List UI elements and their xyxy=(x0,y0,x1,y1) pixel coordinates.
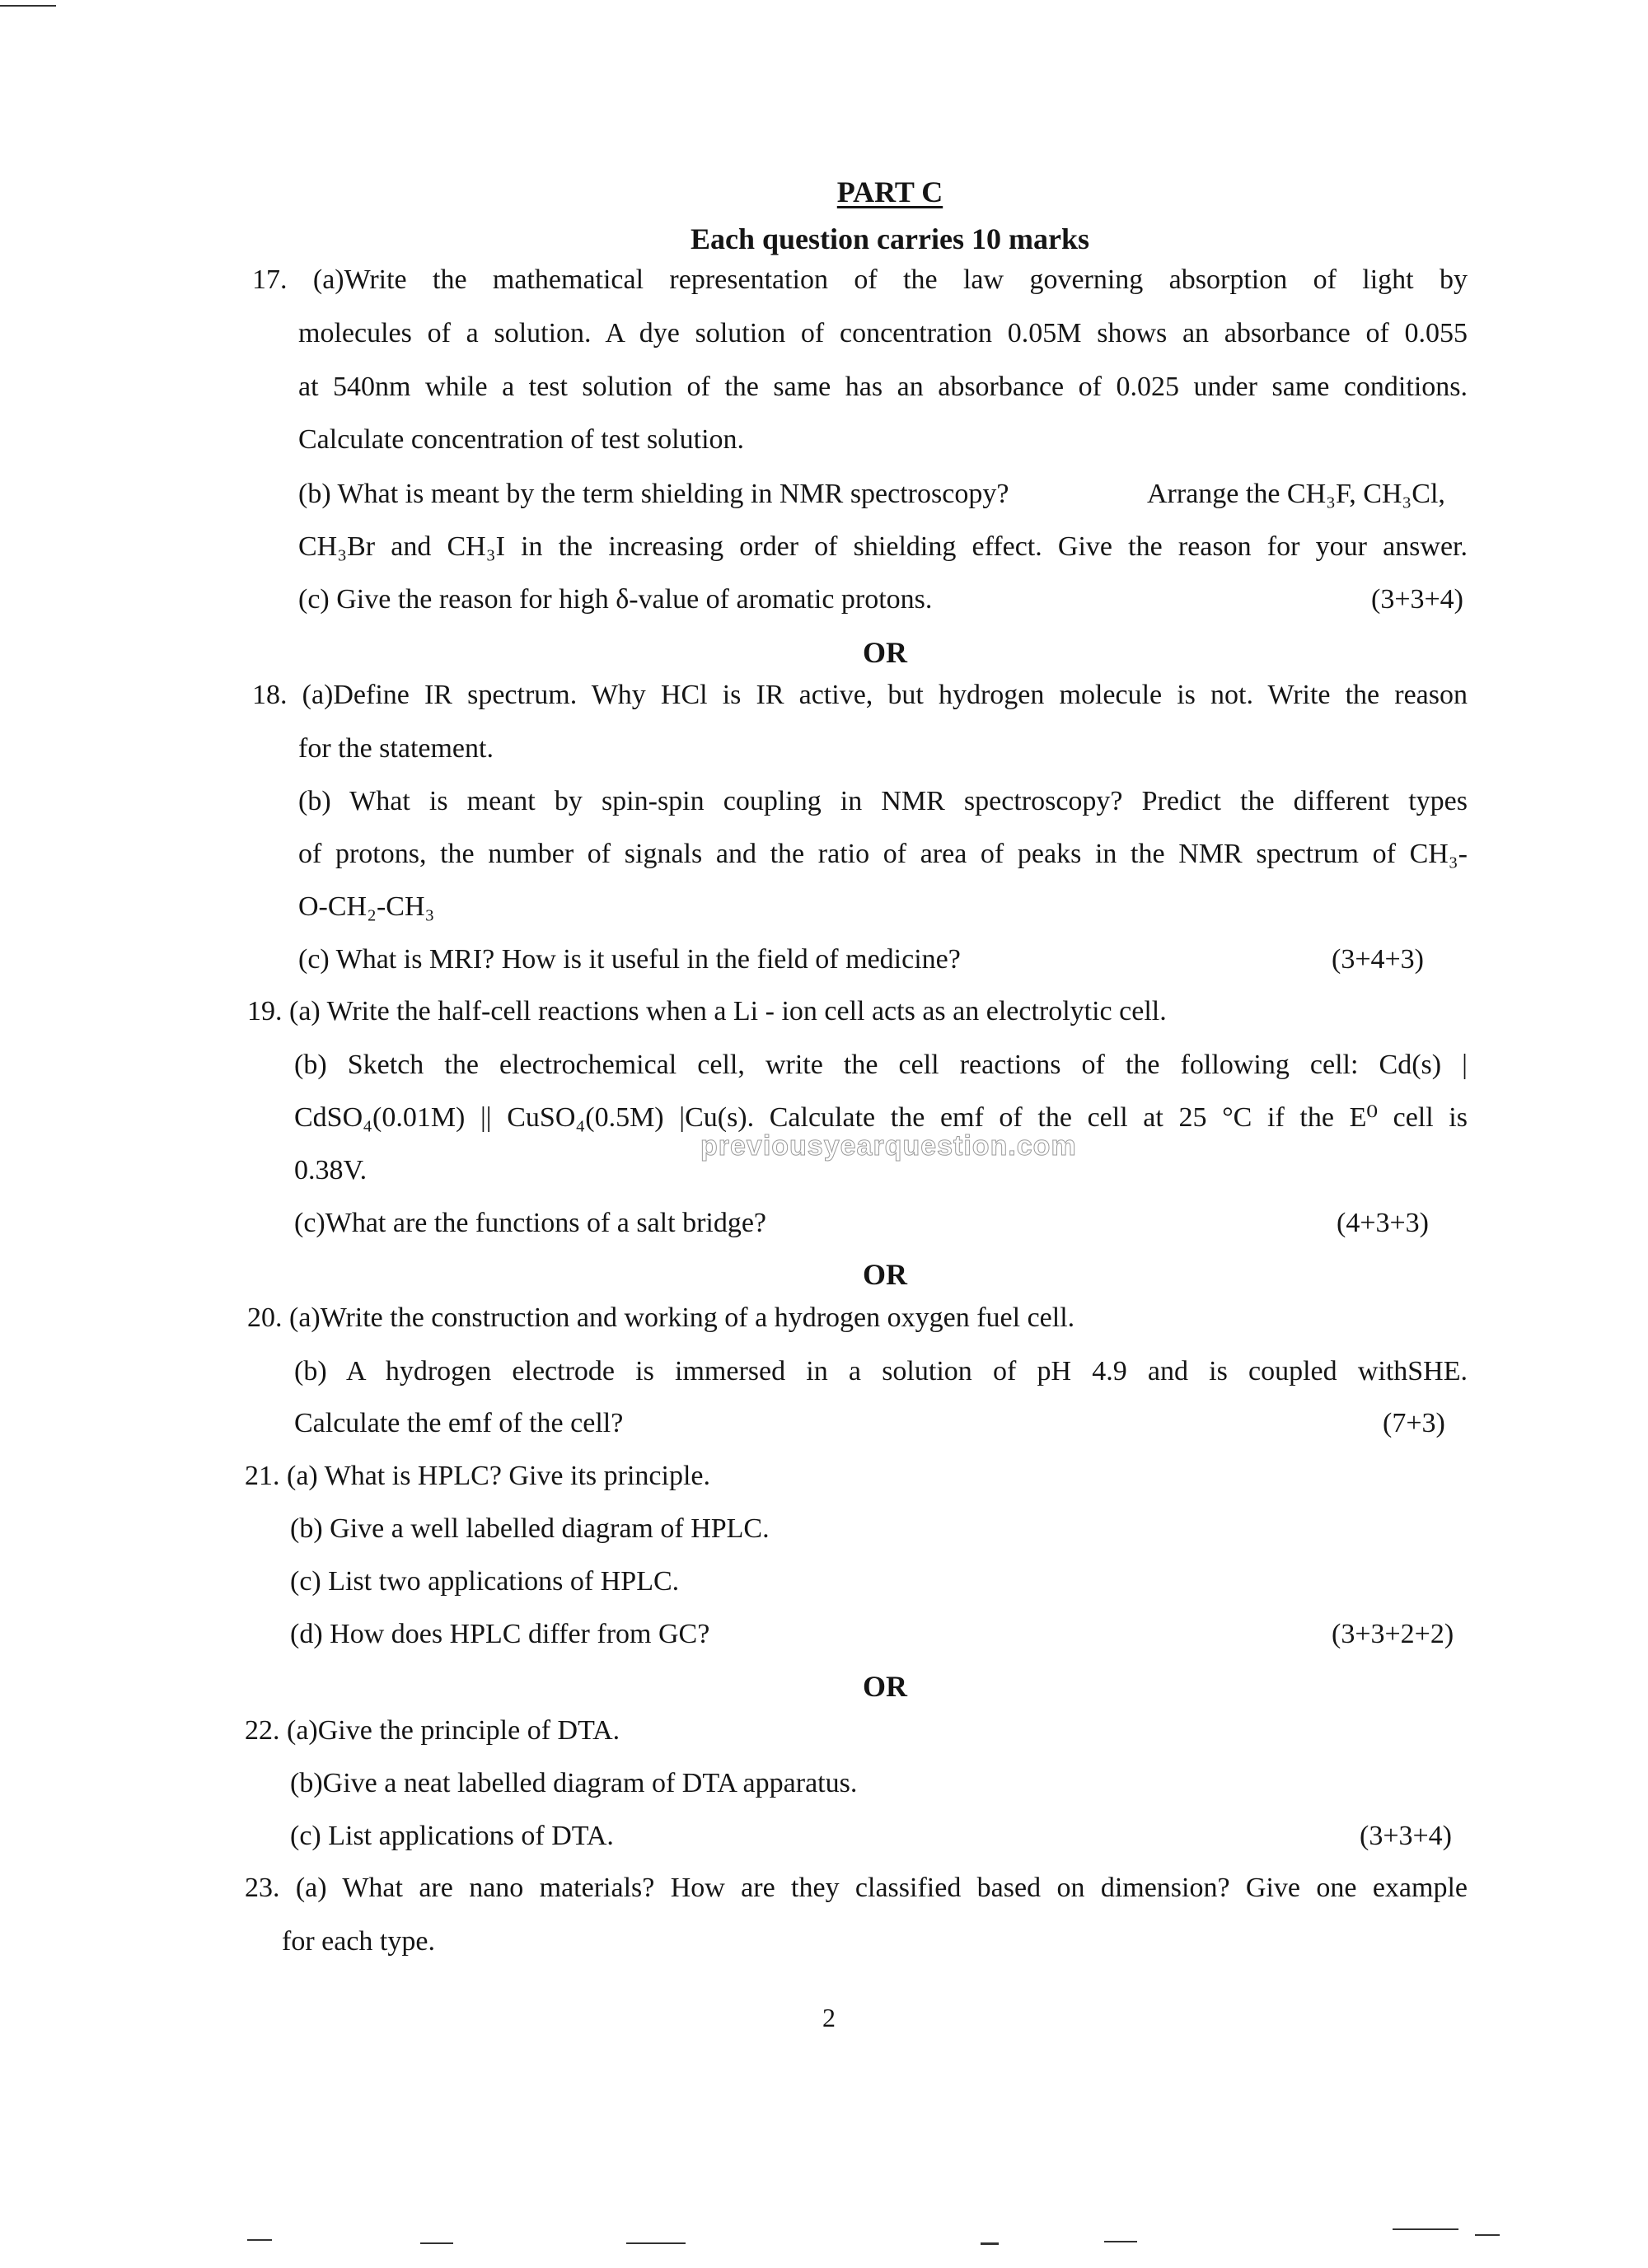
q20-marks: (7+3) xyxy=(1383,1408,1445,1438)
marks-subtitle: Each question carries 10 marks xyxy=(691,222,1089,255)
q19-b-line-2: CdSO₄(0.01M) || CuSO₄(0.5M) |Cu(s). Calculate the emf of the cell at 25 °C if the E⁰ cell is xyxy=(294,1102,1468,1133)
q22-a-line: 22. (a)Give the principle of DTA. xyxy=(245,1715,620,1746)
watermark: previousyearquestion.com xyxy=(700,1130,1077,1162)
q18-line-1: 18. (a)Define IR spectrum. Why HCl is IR active, but hydrogen molecule is not. Write the reason xyxy=(252,680,1468,710)
q17-line-1: 17. (a)Write the mathematical representation of the law governing absorption of light by xyxy=(252,264,1468,295)
q17-line-4: Calculate concentration of test solution. xyxy=(298,424,745,455)
or-separator-2: OR xyxy=(863,1258,907,1291)
q21-marks: (3+3+2+2) xyxy=(1332,1619,1454,1649)
q19-line-1: 19. (a) Write the half-cell reactions when a Li - ion cell acts as an electrolytic cell. xyxy=(247,996,1167,1026)
q19-b-line-1: (b) Sketch the electrochemical cell, write the cell reactions of the following cell: Cd(s) | xyxy=(294,1050,1468,1080)
q18-line-2: for the statement. xyxy=(298,733,494,764)
q23-line-1: 23. (a) What are nano materials? How are they classified based on dimension? Give one example xyxy=(245,1873,1468,1903)
q18-b-line-1: (b) What is meant by spin-spin coupling in NMR spectroscopy? Predict the different types xyxy=(298,786,1468,816)
q21-d-line: (d) How does HPLC differ from GC? xyxy=(290,1619,710,1649)
or-separator-3: OR xyxy=(863,1670,907,1703)
q22-c-line: (c) List applications of DTA. xyxy=(290,1821,614,1851)
q18-b-line-3: O-CH₂-CH₃ xyxy=(298,891,435,922)
q19-c-line: (c)What are the functions of a salt bridge? xyxy=(294,1208,767,1238)
q20-line-1: 20. (a)Write the construction and working of a hydrogen oxygen fuel cell. xyxy=(247,1302,1075,1333)
q21-b-line: (b) Give a well labelled diagram of HPLC. xyxy=(290,1513,770,1544)
page-number: 2 xyxy=(822,2003,836,2032)
q22-b-line: (b)Give a neat labelled diagram of DTA apparatus. xyxy=(290,1768,858,1798)
q20-b-line-1: (b) A hydrogen electrode is immersed in a solution of pH 4.9 and is coupled withSHE. xyxy=(294,1356,1468,1387)
q17-line-2: molecules of a solution. A dye solution of concentration 0.05M shows an absorbance of 0.055 xyxy=(298,318,1468,348)
q17-line-3: at 540nm while a test solution of the same has an absorbance of 0.025 under same conditions. xyxy=(298,372,1468,402)
q19-b-line-3: 0.38V. xyxy=(294,1155,368,1185)
q18-c-line: (c) What is MRI? How is it useful in the field of medicine? xyxy=(298,944,961,975)
part-title: PART C xyxy=(836,175,943,208)
or-separator-1: OR xyxy=(863,636,907,669)
q18-b-line-2: of protons, the number of signals and the ratio of area of peaks in the NMR spectrum of CH₃- xyxy=(298,839,1468,869)
q17-b-line-1b: Arrange the CH₃F, CH₃Cl, xyxy=(1147,479,1445,509)
q19-marks: (4+3+3) xyxy=(1337,1208,1429,1238)
q17-c-line: (c) Give the reason for high δ-value of aromatic protons. xyxy=(298,584,933,615)
q23-line-2: for each type. xyxy=(282,1926,435,1957)
q17-b-line-2: CH₃Br and CH₃I in the increasing order of shielding effect. Give the reason for your answer. xyxy=(298,531,1468,562)
q17-marks: (3+3+4) xyxy=(1371,584,1463,615)
q18-marks: (3+4+3) xyxy=(1332,944,1424,975)
q22-marks: (3+3+4) xyxy=(1360,1821,1452,1851)
q20-b-line-2: Calculate the emf of the cell? xyxy=(294,1408,624,1438)
q17-b-line-1a: (b) What is meant by the term shielding in NMR spectroscopy? xyxy=(298,479,1009,509)
q21-a-line: 21. (a) What is HPLC? Give its principle. xyxy=(245,1461,710,1491)
q21-c-line: (c) List two applications of HPLC. xyxy=(290,1566,680,1597)
